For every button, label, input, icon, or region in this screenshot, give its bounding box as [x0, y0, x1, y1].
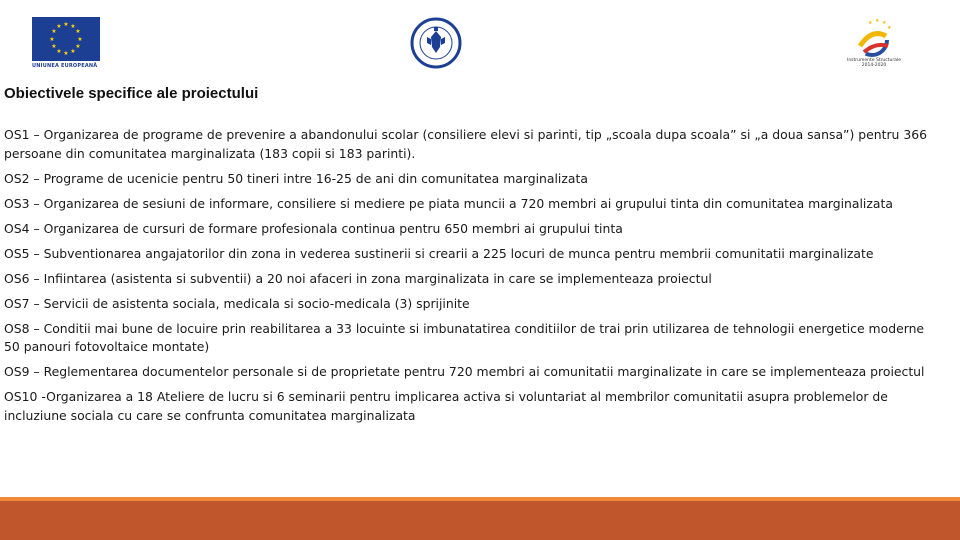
svg-text:★: ★ [63, 21, 69, 28]
svg-text:★: ★ [887, 25, 892, 31]
objective-os2: OS2 – Programe de ucenicie pentru 50 tineri intre 16-25 de ani din comunitatea marginalizata [4, 170, 588, 186]
svg-text:★: ★ [868, 20, 873, 26]
objective-os10: OS10 -Organizarea a 18 Ateliere de lucru si 6 seminarii pentru implicarea activa si voluntariat al membrilor comunitatii asupra problemelor de incluziune sociala cu care se confrunta comunitatea marginalizata [4, 389, 888, 423]
svg-text:★: ★ [63, 50, 69, 57]
footer-bar [0, 497, 960, 540]
eu-logo [32, 17, 102, 75]
eu-flag-icon [32, 17, 100, 61]
svg-text:★: ★ [51, 43, 57, 50]
romanian-government-seal-icon [410, 17, 462, 69]
objective-os3: OS3 – Organizarea de sesiuni de informare, consiliere si mediere pe piata muncii a 720 membri ai grupului tinta din comunitatea marginalizata [4, 195, 893, 211]
objective-os4: OS4 – Organizarea de cursuri de formare profesionala continua pentru 650 membri ai grupului tinta [4, 220, 623, 236]
objective-os5: OS5 – Subventionarea angajatorilor din zona in vederea sustinerii si crearii a 225 locuri de munca pentru membrii comunitatii marginalizate [4, 245, 874, 261]
svg-text:★: ★ [49, 36, 55, 43]
svg-text:★: ★ [56, 48, 62, 55]
objective-os1: OS1 – Organizarea de programe de prevenire a abandonului scolar (consiliere elevi si parinti, tip „scoala dupa scoala” si „a doua sansa”) pentru 366 persoane din comunitatea marginalizata (183 copii si 183 parinti). [4, 127, 927, 161]
svg-text:★: ★ [77, 36, 83, 43]
page-title: Obiectivele specifice ale proiectului [4, 85, 259, 102]
svg-text:★: ★ [75, 43, 81, 50]
svg-text:★: ★ [51, 28, 57, 35]
svg-text:★: ★ [875, 18, 880, 24]
svg-text:★: ★ [70, 23, 76, 30]
structural-instruments-caption: Instrumente Structurale [847, 58, 901, 63]
objective-os7: OS7 – Servicii de asistenta sociala, medicala si socio-medicala (3) sprijinite [4, 295, 470, 311]
svg-text:★: ★ [882, 20, 887, 26]
objective-os6: OS6 – Infiintarea (asistenta si subventii) a 20 noi afaceri in zona marginalizata in care se implementeaza proiectul [4, 270, 712, 286]
eu-caption: UNIUNEA EUROPEANĂ [32, 63, 98, 69]
objectives-list [4, 126, 934, 432]
structural-instruments-years: 2014-2020 [861, 63, 887, 68]
objective-os8: OS8 – Conditii mai bune de locuire prin reabilitarea a 33 locuinte si imbunatatirea conditiilor de trai prin utilizarea de tehnologii energetice moderne 50 panouri fotovoltaice montate) [4, 320, 925, 354]
objective-os9: OS9 – Reglementarea documentelor personale si de proprietate pentru 720 membri ai comunitatii marginalizate in care se implementeaza proiectul [4, 364, 925, 379]
structural-instruments-logo [842, 16, 906, 76]
svg-text:★: ★ [70, 48, 76, 55]
svg-text:★: ★ [75, 28, 81, 35]
structural-instruments-logo-icon [842, 16, 906, 58]
svg-text:★: ★ [56, 23, 62, 30]
